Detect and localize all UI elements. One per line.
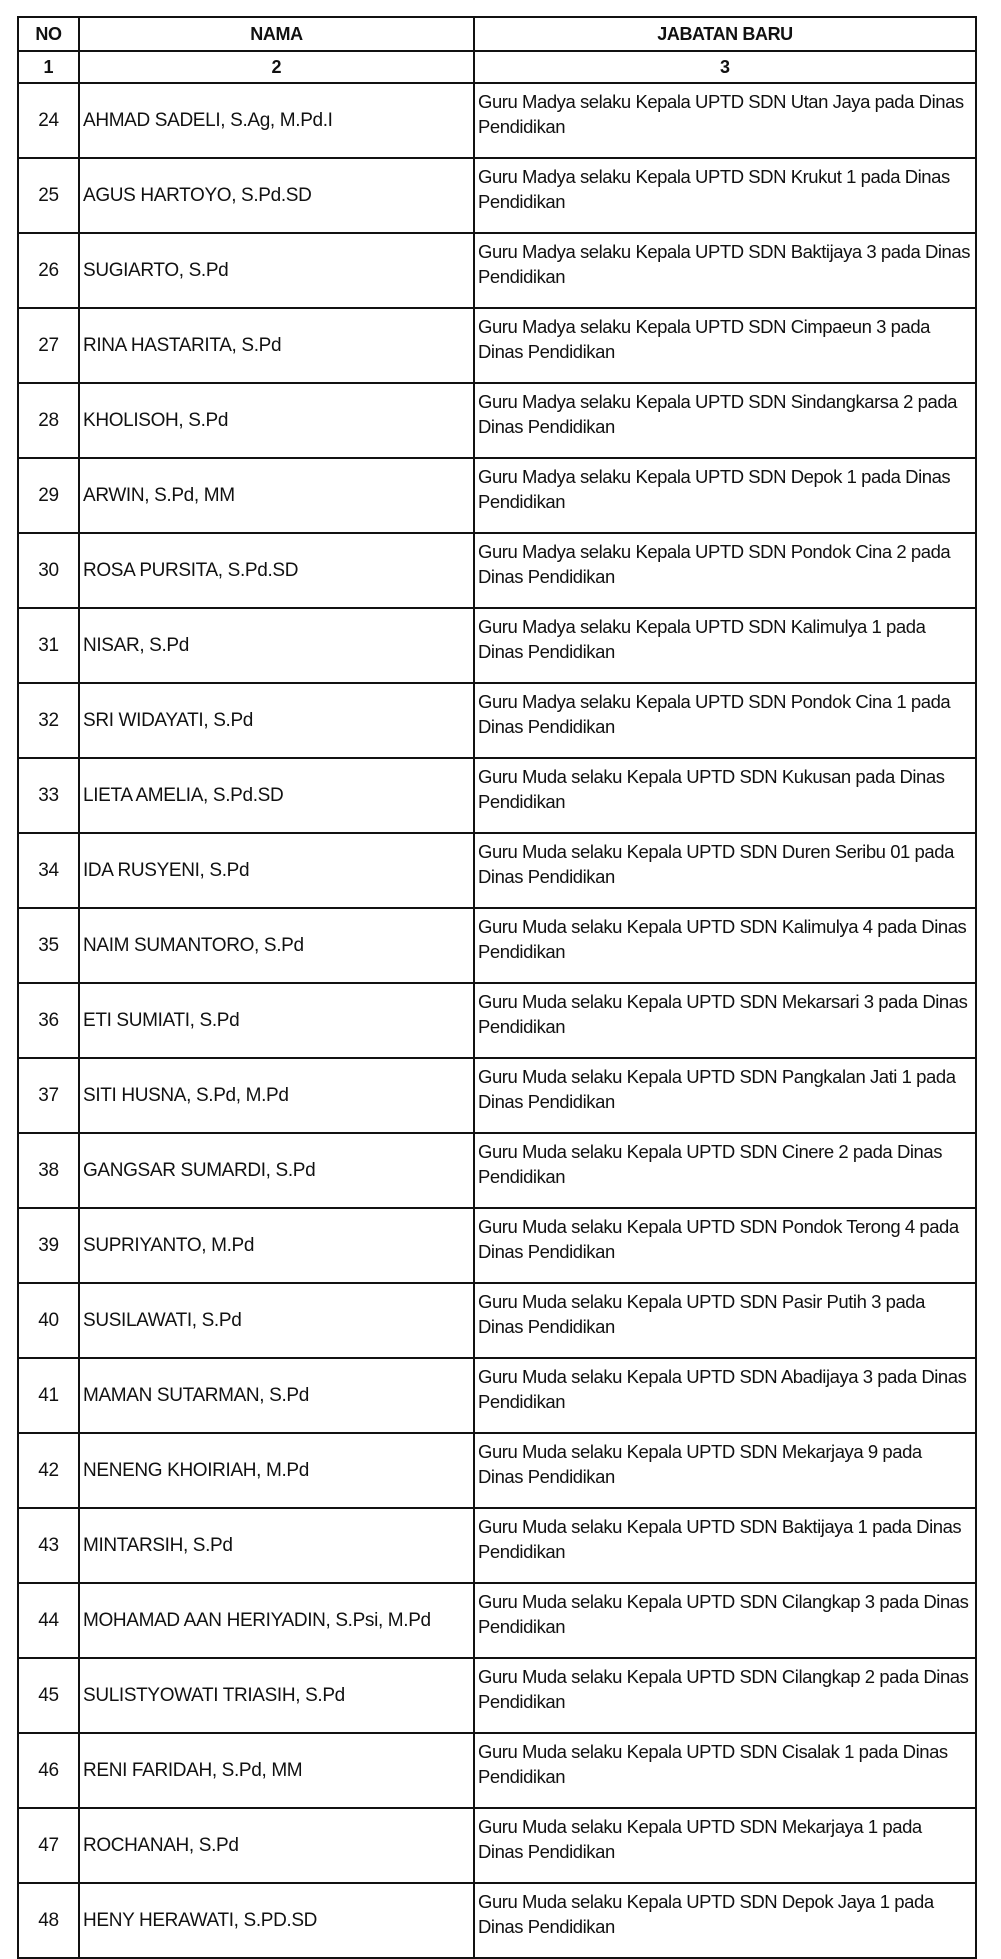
row-nama: LIETA AMELIA, S.Pd.SD xyxy=(79,758,474,833)
row-number: 28 xyxy=(18,383,79,458)
table-row xyxy=(18,1358,976,1433)
row-jabatan: Guru Muda selaku Kepala UPTD SDN Pondok Terong 4 pada Dinas Pendidikan xyxy=(474,1208,976,1283)
table-row xyxy=(18,1058,976,1133)
row-number: 46 xyxy=(18,1733,79,1808)
row-nama: AHMAD SADELI, S.Ag, M.Pd.I xyxy=(79,83,474,158)
row-jabatan: Guru Muda selaku Kepala UPTD SDN Mekarjaya 9 pada Dinas Pendidikan xyxy=(474,1433,976,1508)
table-row xyxy=(18,533,976,608)
row-jabatan: Guru Muda selaku Kepala UPTD SDN Pangkalan Jati 1 pada Dinas Pendidikan xyxy=(474,1058,976,1133)
table-row xyxy=(18,1433,976,1508)
table-row xyxy=(18,308,976,383)
row-number: 26 xyxy=(18,233,79,308)
row-number: 44 xyxy=(18,1583,79,1658)
row-jabatan: Guru Muda selaku Kepala UPTD SDN Mekarsari 3 pada Dinas Pendidikan xyxy=(474,983,976,1058)
table-row xyxy=(18,1808,976,1883)
row-jabatan: Guru Madya selaku Kepala UPTD SDN Cimpaeun 3 pada Dinas Pendidikan xyxy=(474,308,976,383)
row-jabatan: Guru Madya selaku Kepala UPTD SDN Pondok Cina 1 pada Dinas Pendidikan xyxy=(474,683,976,758)
row-number: 40 xyxy=(18,1283,79,1358)
row-number: 48 xyxy=(18,1883,79,1958)
column-number-2: 2 xyxy=(79,51,474,83)
table-row xyxy=(18,983,976,1058)
row-number: 29 xyxy=(18,458,79,533)
row-jabatan: Guru Muda selaku Kepala UPTD SDN Cilangkap 2 pada Dinas Pendidikan xyxy=(474,1658,976,1733)
row-number: 42 xyxy=(18,1433,79,1508)
row-nama: NAIM SUMANTORO, S.Pd xyxy=(79,908,474,983)
table-row xyxy=(18,1283,976,1358)
table-row xyxy=(18,1883,976,1958)
table-row xyxy=(18,233,976,308)
row-nama: RENI FARIDAH, S.Pd, MM xyxy=(79,1733,474,1808)
row-nama: NISAR, S.Pd xyxy=(79,608,474,683)
row-jabatan: Guru Muda selaku Kepala UPTD SDN Cinere 2 pada Dinas Pendidikan xyxy=(474,1133,976,1208)
table-row xyxy=(18,1508,976,1583)
row-jabatan: Guru Muda selaku Kepala UPTD SDN Kukusan pada Dinas Pendidikan xyxy=(474,758,976,833)
row-nama: SUGIARTO, S.Pd xyxy=(79,233,474,308)
row-jabatan: Guru Madya selaku Kepala UPTD SDN Sindangkarsa 2 pada Dinas Pendidikan xyxy=(474,383,976,458)
row-nama: ROCHANAH, S.Pd xyxy=(79,1808,474,1883)
row-nama: ARWIN, S.Pd, MM xyxy=(79,458,474,533)
table-row xyxy=(18,383,976,458)
row-jabatan: Guru Madya selaku Kepala UPTD SDN Utan Jaya pada Dinas Pendidikan xyxy=(474,83,976,158)
row-jabatan: Guru Madya selaku Kepala UPTD SDN Baktijaya 3 pada Dinas Pendidikan xyxy=(474,233,976,308)
table-row xyxy=(18,833,976,908)
row-jabatan: Guru Muda selaku Kepala UPTD SDN Cilangkap 3 pada Dinas Pendidikan xyxy=(474,1583,976,1658)
row-nama: KHOLISOH, S.Pd xyxy=(79,383,474,458)
table-row xyxy=(18,1133,976,1208)
column-number-3: 3 xyxy=(474,51,976,83)
table-row xyxy=(18,683,976,758)
row-number: 41 xyxy=(18,1358,79,1433)
table-row xyxy=(18,83,976,158)
table-row xyxy=(18,158,976,233)
row-jabatan: Guru Muda selaku Kepala UPTD SDN Pasir Putih 3 pada Dinas Pendidikan xyxy=(474,1283,976,1358)
table-row xyxy=(18,1583,976,1658)
row-number: 38 xyxy=(18,1133,79,1208)
row-nama: SUPRIYANTO, M.Pd xyxy=(79,1208,474,1283)
row-number: 34 xyxy=(18,833,79,908)
row-number: 31 xyxy=(18,608,79,683)
table-row xyxy=(18,1658,976,1733)
row-jabatan: Guru Muda selaku Kepala UPTD SDN Baktijaya 1 pada Dinas Pendidikan xyxy=(474,1508,976,1583)
row-nama: NENENG KHOIRIAH, M.Pd xyxy=(79,1433,474,1508)
row-number: 35 xyxy=(18,908,79,983)
row-number: 47 xyxy=(18,1808,79,1883)
row-nama: HENY HERAWATI, S.PD.SD xyxy=(79,1883,474,1958)
column-number-row xyxy=(18,51,976,83)
row-jabatan: Guru Madya selaku Kepala UPTD SDN Krukut 1 pada Dinas Pendidikan xyxy=(474,158,976,233)
row-jabatan: Guru Muda selaku Kepala UPTD SDN Depok Jaya 1 pada Dinas Pendidikan xyxy=(474,1883,976,1958)
row-nama: ROSA PURSITA, S.Pd.SD xyxy=(79,533,474,608)
row-nama: MINTARSIH, S.Pd xyxy=(79,1508,474,1583)
table-row xyxy=(18,758,976,833)
row-number: 30 xyxy=(18,533,79,608)
row-jabatan: Guru Madya selaku Kepala UPTD SDN Kalimulya 1 pada Dinas Pendidikan xyxy=(474,608,976,683)
table-row xyxy=(18,1733,976,1808)
row-nama: MOHAMAD AAN HERIYADIN, S.Psi, M.Pd xyxy=(79,1583,474,1658)
row-number: 43 xyxy=(18,1508,79,1583)
row-jabatan: Guru Muda selaku Kepala UPTD SDN Cisalak 1 pada Dinas Pendidikan xyxy=(474,1733,976,1808)
row-nama: SULISTYOWATI TRIASIH, S.Pd xyxy=(79,1658,474,1733)
row-nama: IDA RUSYENI, S.Pd xyxy=(79,833,474,908)
row-nama: SRI WIDAYATI, S.Pd xyxy=(79,683,474,758)
row-number: 32 xyxy=(18,683,79,758)
table-row xyxy=(18,458,976,533)
row-jabatan: Guru Muda selaku Kepala UPTD SDN Abadijaya 3 pada Dinas Pendidikan xyxy=(474,1358,976,1433)
row-jabatan: Guru Muda selaku Kepala UPTD SDN Kalimulya 4 pada Dinas Pendidikan xyxy=(474,908,976,983)
row-jabatan: Guru Muda selaku Kepala UPTD SDN Duren Seribu 01 pada Dinas Pendidikan xyxy=(474,833,976,908)
row-number: 45 xyxy=(18,1658,79,1733)
row-nama: AGUS HARTOYO, S.Pd.SD xyxy=(79,158,474,233)
row-nama: ETI SUMIATI, S.Pd xyxy=(79,983,474,1058)
table-row xyxy=(18,908,976,983)
row-number: 36 xyxy=(18,983,79,1058)
column-number-1: 1 xyxy=(18,51,79,83)
header-row xyxy=(18,17,976,51)
row-number: 27 xyxy=(18,308,79,383)
row-number: 37 xyxy=(18,1058,79,1133)
row-jabatan: Guru Muda selaku Kepala UPTD SDN Mekarjaya 1 pada Dinas Pendidikan xyxy=(474,1808,976,1883)
table-row xyxy=(18,1208,976,1283)
header-nama: NAMA xyxy=(79,17,474,51)
row-nama: MAMAN SUTARMAN, S.Pd xyxy=(79,1358,474,1433)
row-nama: GANGSAR SUMARDI, S.Pd xyxy=(79,1133,474,1208)
header-jabatan-baru: JABATAN BARU xyxy=(474,17,976,51)
row-number: 33 xyxy=(18,758,79,833)
table-header xyxy=(18,17,976,83)
row-jabatan: Guru Madya selaku Kepala UPTD SDN Pondok Cina 2 pada Dinas Pendidikan xyxy=(474,533,976,608)
header-no: NO xyxy=(18,17,79,51)
table-row xyxy=(18,608,976,683)
table-body xyxy=(18,83,976,1958)
row-number: 24 xyxy=(18,83,79,158)
row-nama: SITI HUSNA, S.Pd, M.Pd xyxy=(79,1058,474,1133)
row-number: 25 xyxy=(18,158,79,233)
row-nama: RINA HASTARITA, S.Pd xyxy=(79,308,474,383)
row-nama: SUSILAWATI, S.Pd xyxy=(79,1283,474,1358)
row-jabatan: Guru Madya selaku Kepala UPTD SDN Depok 1 pada Dinas Pendidikan xyxy=(474,458,976,533)
jabatan-table xyxy=(17,16,977,1959)
row-number: 39 xyxy=(18,1208,79,1283)
